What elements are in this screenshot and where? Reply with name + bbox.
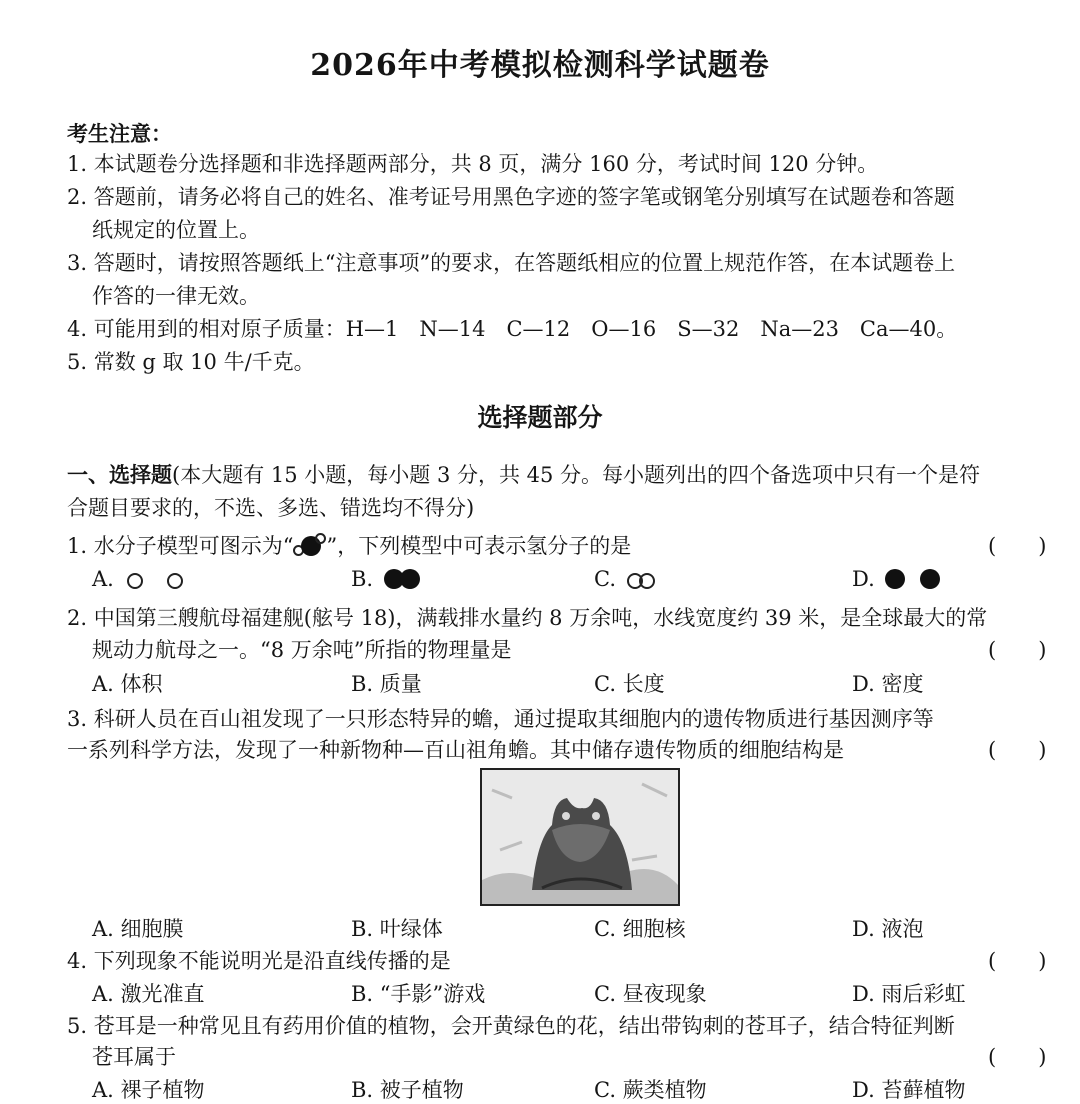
notice-item-2-cont: 纸规定的位置上。 [92, 218, 260, 242]
option-5a: A. 裸子植物 [92, 1078, 205, 1102]
option-1d [852, 567, 940, 591]
answer-paren-2: ( ) [988, 638, 1047, 662]
notice-heading: 考生注意： [67, 121, 172, 146]
option-1a [92, 567, 183, 591]
option-2a: A. 体积 [92, 672, 163, 696]
option-1a-label: A. [92, 567, 114, 591]
question-3-line-2: 一系列科学方法，发现了一种新物种—百山祖角蟾。其中储存遗传物质的细胞结构是 [67, 738, 844, 762]
section-heading-label: 一、选择题 [67, 462, 172, 487]
answer-paren-5: ( ) [988, 1045, 1047, 1069]
option-1c [594, 567, 655, 591]
notice-item-1: 1. 本试题卷分选择题和非选择题两部分，共 8 页，满分 160 分，考试时间 120 分钟。 [67, 152, 879, 176]
answer-paren-4: ( ) [988, 949, 1047, 973]
notice-item-2: 2. 答题前，请务必将自己的姓名、准考证号用黑色字迹的签字笔或钢笔分别填写在试题卷和答题 [67, 185, 955, 209]
section-heading [67, 459, 980, 491]
option-3d: D. 液泡 [852, 917, 924, 941]
option-4c: C. 昼夜现象 [594, 982, 707, 1006]
option-5d: D. 苔藓植物 [852, 1078, 966, 1102]
option-3b: B. 叶绿体 [351, 917, 443, 941]
open-molecule-icon [623, 567, 655, 591]
option-3c: C. 细胞核 [594, 917, 686, 941]
filled-atom-icon [920, 569, 940, 589]
toad-illustration [482, 770, 678, 904]
hydrogen-atom-open-icon [167, 573, 183, 589]
notice-item-5: 5. 常数 g 取 10 牛/千克。 [67, 350, 315, 374]
answer-paren-3: ( ) [988, 738, 1047, 762]
option-1d-label: D. [852, 567, 875, 591]
question-2-line-2: 规动力航母之一。“8 万余吨”所指的物理量是 [92, 638, 512, 662]
question-5-line-1: 5. 苍耳是一种常见且有药用价值的植物，会开黄绿色的花，结出带钩刺的苍耳子，结合特征判断 [67, 1014, 955, 1038]
section-heading-text: (本大题有 15 小题，每小题 3 分，共 45 分。每小题列出的四个备选项中只有一个是符 [172, 463, 981, 487]
filled-atom-icon [885, 569, 905, 589]
notice-item-3-cont: 作答的一律无效。 [92, 284, 260, 308]
section-title: 选择题部分 [477, 403, 603, 432]
question-4-line-1: 4. 下列现象不能说明光是沿直线传播的是 [67, 949, 451, 973]
page-title: 2026年中考模拟检测科学试题卷 [310, 48, 770, 83]
option-1b [351, 567, 420, 591]
option-2d: D. 密度 [852, 672, 924, 696]
hydrogen-atom-open-icon [127, 573, 143, 589]
water-molecule-icon [293, 534, 326, 558]
question-1-stem [67, 530, 631, 562]
option-4b: B. “手影”游戏 [351, 982, 486, 1006]
filled-molecule-icon [380, 567, 420, 591]
option-4a: A. 激光准直 [92, 982, 205, 1006]
question-3-line-1: 3. 科研人员在百山祖发现了一只形态特异的蟾，通过提取其细胞内的遗传物质进行基因测序等 [67, 707, 934, 731]
section-heading-cont: 合题目要求的，不选、多选、错选均不得分) [67, 496, 475, 520]
question-5-line-2: 苍耳属于 [92, 1045, 176, 1069]
option-2c: C. 长度 [594, 672, 665, 696]
question-1-text-after: ”，下列模型中可表示氢分子的是 [326, 534, 632, 558]
toad-photo [480, 768, 680, 906]
option-1b-label: B. [351, 567, 374, 591]
notice-item-3: 3. 答题时，请按照答题纸上“注意事项”的要求，在答题纸相应的位置上规范作答，在本试题卷上 [67, 251, 956, 275]
answer-paren-1: ( ) [988, 534, 1047, 558]
notice-item-4: 4. 可能用到的相对原子质量：H—1 N—14 C—12 O—16 S—32 Na—23 Ca—40。 [67, 317, 958, 341]
option-3a: A. 细胞膜 [92, 917, 184, 941]
option-5b: B. 被子植物 [351, 1078, 464, 1102]
option-2b: B. 质量 [351, 672, 422, 696]
option-4d: D. 雨后彩虹 [852, 982, 966, 1006]
option-5c: C. 蕨类植物 [594, 1078, 707, 1102]
question-2-line-1: 2. 中国第三艘航母福建舰(舷号 18)，满载排水量约 8 万余吨，水线宽度约 39 米，是全球最大的常 [67, 606, 988, 630]
option-1c-label: C. [594, 567, 616, 591]
question-1-text-before: 1. 水分子模型可图示为“ [67, 534, 294, 558]
